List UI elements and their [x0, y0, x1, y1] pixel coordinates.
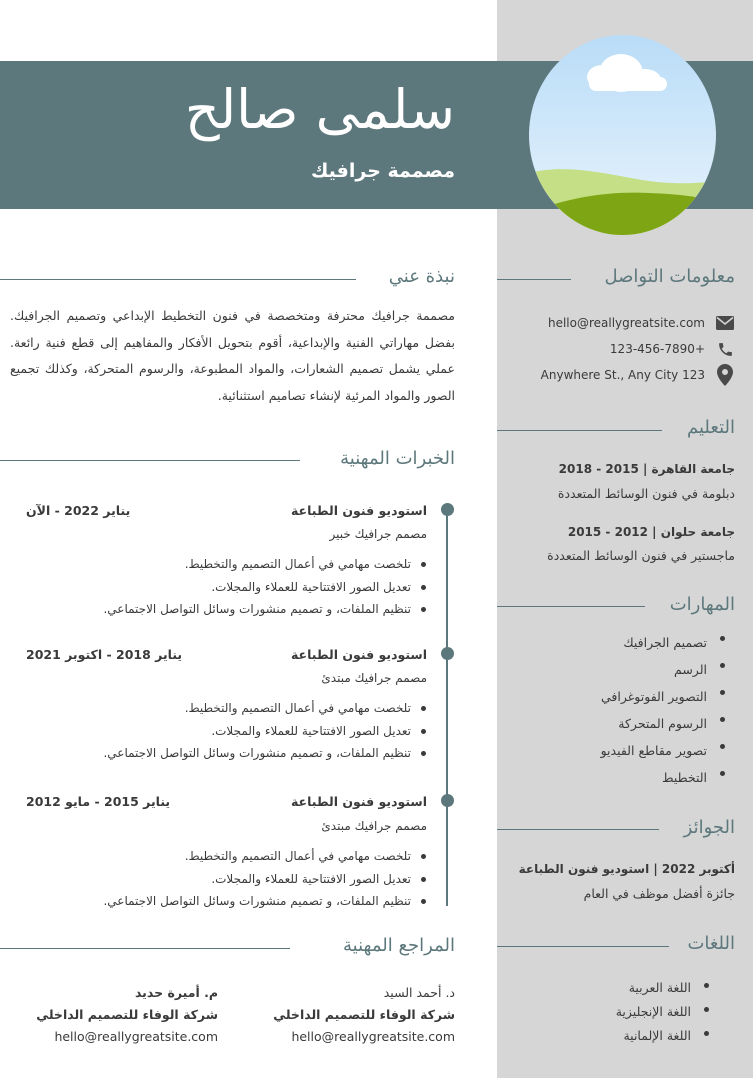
language-item: اللغة العربية [616, 976, 709, 1000]
job-duty: تنظيم الملفات، و تصميم منشورات وسائل التواصل الاجتماعي. [103, 890, 427, 913]
job-duty: تعديل الصور الافتتاحية للعملاء والمجلات. [103, 576, 427, 599]
contact-email-row [548, 313, 735, 333]
job-duties [103, 845, 427, 913]
education-school: جامعة حلوان | 2012 - 2015 [567, 525, 735, 539]
contact-email[interactable]: hello@reallygreatsite.com [547, 316, 705, 330]
job-duty: تنظيم الملفات، و تصميم منشورات وسائل التواصل الاجتماعي. [103, 742, 427, 765]
phone-icon [715, 339, 735, 359]
job-date: يناير 2015 - مايو 2012 [26, 794, 171, 809]
experience-timeline [446, 510, 448, 906]
job-duty: تعديل الصور الافتتاحية للعملاء والمجلات. [103, 868, 427, 891]
envelope-icon [715, 313, 735, 333]
about-heading: نبذة عني [388, 266, 455, 287]
reference-card [273, 982, 455, 1048]
skill-item: الرسوم المتحركة [601, 710, 725, 737]
skill-item: الرسم [601, 656, 725, 683]
references-divider [0, 948, 290, 949]
education-years: 2012 - 2015 [567, 525, 648, 539]
skill-item: تصميم الجرافيك [601, 629, 725, 656]
education-years: 2015 - 2018 [558, 462, 639, 476]
contact-address: 123 Anywhere St., Any City [540, 368, 705, 382]
reference-company: شركة الوفاء للتصميم الداخلي [36, 1007, 218, 1022]
experience-heading: الخبرات المهنية [340, 448, 455, 469]
job-title: مصمم جرافيك خبير [329, 527, 427, 541]
award-description: جائزة أفضل موظف في العام [583, 886, 735, 901]
education-degree: دبلومة في فنون الوسائط المتعددة [557, 486, 735, 501]
job-date: يناير 2022 - الآن [26, 503, 131, 518]
experience-divider [0, 460, 300, 461]
skills-heading: المهارات [669, 594, 735, 615]
reference-name: م. أميرة حديد [134, 985, 218, 1000]
contact-divider [497, 279, 571, 280]
education-school: جامعة القاهرة | 2015 - 2018 [558, 462, 735, 476]
contact-address-row [541, 365, 735, 385]
education-divider [497, 430, 662, 431]
education-school-name: جامعة حلوان [660, 525, 735, 539]
job-title: مصمم جرافيك مبتدئ [321, 819, 427, 833]
education-school-name: جامعة القاهرة [651, 462, 735, 476]
education-degree: ماجستير في فنون الوسائط المتعددة [547, 548, 735, 563]
reference-company: شركة الوفاء للتصميم الداخلي [273, 1007, 455, 1022]
contact-phone-row [610, 339, 735, 359]
timeline-dot [441, 503, 454, 516]
job-duty: تلخصت مهامي في أعمال التصميم والتخطيط. [103, 845, 427, 868]
job-date: يناير 2018 - اكتوبر 2021 [26, 647, 183, 662]
awards-heading: الجوائز [683, 817, 735, 838]
job-title: مصمم جرافيك مبتدئ [321, 671, 427, 685]
references-heading: المراجع المهنية [343, 935, 455, 956]
education-heading: التعليم [687, 417, 735, 438]
contact-phone[interactable]: +123-456-7890 [609, 342, 705, 356]
job-duty: تلخصت مهامي في أعمال التصميم والتخطيط. [103, 697, 427, 720]
languages-list [616, 976, 709, 1048]
job-company: استوديو فنون الطباعة [290, 503, 427, 518]
language-item: اللغة الإنجليزية [616, 1000, 709, 1024]
timeline-dot [441, 794, 454, 807]
skills-divider [497, 606, 645, 607]
full-name: سلمى صالح [184, 78, 455, 141]
languages-heading: اللغات [687, 933, 735, 954]
job-duty: تعديل الصور الافتتاحية للعملاء والمجلات. [103, 720, 427, 743]
about-divider [0, 279, 356, 280]
skill-item: التخطيط [601, 764, 725, 791]
timeline-dot [441, 647, 454, 660]
profile-photo [529, 35, 716, 235]
reference-name: د. أحمد السيد [383, 985, 455, 1000]
location-pin-icon [715, 365, 735, 385]
contact-heading: معلومات التواصل [604, 266, 735, 287]
job-duty: تلخصت مهامي في أعمال التصميم والتخطيط. [103, 553, 427, 576]
skill-item: تصوير مقاطع الفيديو [601, 737, 725, 764]
reference-email[interactable]: hello@reallygreatsite.com [54, 1029, 218, 1044]
job-company: استوديو فنون الطباعة [290, 794, 427, 809]
about-text: مصممة جرافيك محترفة ومتخصصة في فنون التخطيط الإبداعي وتصميم الجرافيك. بفضل مهاراتي الفنية والإبداعية، أقوم بتحويل الأفكار والمفاهيم إلى قطع فنية رائعة. عملي يشمل تصميم الشعارات، والمواد المطبوعة، والرسوم المتحركة، وكذلك تجميع الصور والمواد المرئية لإنشاء تصاميم استثنائية. [10, 308, 455, 403]
job-company: استوديو فنون الطباعة [290, 647, 427, 662]
skill-item: التصوير الفوتوغرافي [601, 683, 725, 710]
reference-card [36, 982, 218, 1048]
reference-email[interactable]: hello@reallygreatsite.com [291, 1029, 455, 1044]
job-duties [103, 553, 427, 621]
award-title: أكتوبر 2022 | استوديو فنون الطباعة [518, 862, 735, 876]
awards-divider [497, 829, 659, 830]
languages-divider [497, 946, 669, 947]
skills-list [601, 629, 725, 791]
job-duties [103, 697, 427, 765]
job-duty: تنظيم الملفات، و تصميم منشورات وسائل التواصل الاجتماعي. [103, 598, 427, 621]
job-role: مصممة جرافيك [310, 160, 455, 182]
language-item: اللغة الإلمانية [616, 1024, 709, 1048]
